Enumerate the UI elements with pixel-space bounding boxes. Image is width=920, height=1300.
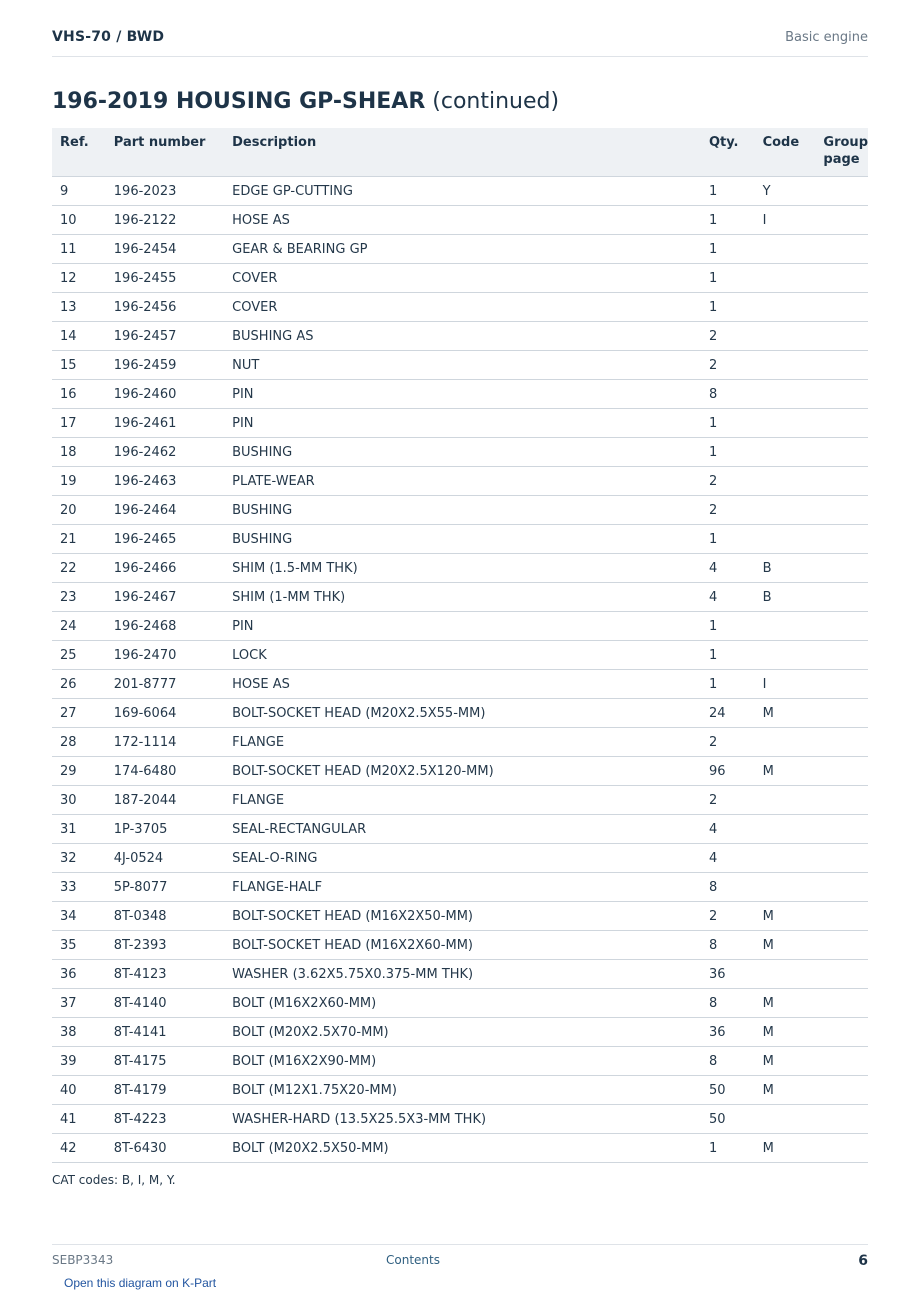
code-cell: Y	[755, 177, 816, 206]
group-page-cell	[815, 351, 868, 380]
part-number-cell: 8T-6430	[106, 1134, 224, 1163]
section-name: Basic engine	[785, 30, 868, 45]
table-row	[52, 206, 868, 235]
group-page-cell	[815, 1018, 868, 1047]
part-number-cell: 196-2122	[106, 206, 224, 235]
group-page-cell	[815, 525, 868, 554]
group-page-cell	[815, 873, 868, 902]
ref-cell: 10	[52, 206, 106, 235]
code-cell	[755, 264, 816, 293]
code-cell: M	[755, 699, 816, 728]
table-row	[52, 467, 868, 496]
qty-cell: 8	[701, 873, 755, 902]
part-number-cell: 174-6480	[106, 757, 224, 786]
table-row	[52, 815, 868, 844]
table-row	[52, 496, 868, 525]
qty-cell: 8	[701, 1047, 755, 1076]
group-page-cell	[815, 786, 868, 815]
code-cell: I	[755, 670, 816, 699]
qty-cell: 96	[701, 757, 755, 786]
part-number-cell: 196-2461	[106, 409, 224, 438]
part-number-cell: 169-6064	[106, 699, 224, 728]
group-page-cell	[815, 206, 868, 235]
description-cell: HOSE AS	[224, 670, 701, 699]
qty-cell: 2	[701, 351, 755, 380]
table-row	[52, 728, 868, 757]
ref-cell: 17	[52, 409, 106, 438]
ref-cell: 14	[52, 322, 106, 351]
description-cell: BOLT-SOCKET HEAD (M16X2X50-MM)	[224, 902, 701, 931]
group-page-cell	[815, 1134, 868, 1163]
description-cell: SEAL-RECTANGULAR	[224, 815, 701, 844]
code-cell: B	[755, 554, 816, 583]
ref-cell: 41	[52, 1105, 106, 1134]
column-header-group-page: Group page	[815, 128, 868, 177]
qty-cell: 2	[701, 496, 755, 525]
qty-cell: 50	[701, 1076, 755, 1105]
code-cell	[755, 409, 816, 438]
qty-cell: 2	[701, 902, 755, 931]
ref-cell: 36	[52, 960, 106, 989]
description-cell: PIN	[224, 409, 701, 438]
ref-cell: 29	[52, 757, 106, 786]
table-row	[52, 699, 868, 728]
part-number-cell: 196-2459	[106, 351, 224, 380]
qty-cell: 1	[701, 409, 755, 438]
code-cell	[755, 293, 816, 322]
description-cell: SHIM (1-MM THK)	[224, 583, 701, 612]
part-number-cell: 8T-4123	[106, 960, 224, 989]
ref-cell: 42	[52, 1134, 106, 1163]
part-number-cell: 1P-3705	[106, 815, 224, 844]
description-cell: BOLT (M16X2X90-MM)	[224, 1047, 701, 1076]
part-number-cell: 196-2470	[106, 641, 224, 670]
group-page-cell	[815, 1047, 868, 1076]
table-row	[52, 786, 868, 815]
qty-cell: 1	[701, 206, 755, 235]
code-cell: M	[755, 902, 816, 931]
ref-cell: 18	[52, 438, 106, 467]
group-page-cell	[815, 409, 868, 438]
table-row	[52, 322, 868, 351]
ref-cell: 27	[52, 699, 106, 728]
code-cell	[755, 235, 816, 264]
table-row	[52, 1076, 868, 1105]
part-number-cell: 196-2466	[106, 554, 224, 583]
part-number-cell: 8T-4140	[106, 989, 224, 1018]
table-row	[52, 351, 868, 380]
table-row	[52, 1047, 868, 1076]
description-cell: BOLT (M20X2.5X50-MM)	[224, 1134, 701, 1163]
code-cell	[755, 1105, 816, 1134]
page-header	[52, 24, 868, 57]
qty-cell: 36	[701, 1018, 755, 1047]
code-cell	[755, 844, 816, 873]
group-page-cell	[815, 960, 868, 989]
group-page-cell	[815, 380, 868, 409]
ref-cell: 11	[52, 235, 106, 264]
ref-cell: 25	[52, 641, 106, 670]
part-number-cell: 8T-4223	[106, 1105, 224, 1134]
group-page-cell	[815, 496, 868, 525]
ref-cell: 31	[52, 815, 106, 844]
table-row	[52, 670, 868, 699]
qty-cell: 1	[701, 612, 755, 641]
ref-cell: 30	[52, 786, 106, 815]
description-cell: BOLT (M12X1.75X20-MM)	[224, 1076, 701, 1105]
column-header-qty: Qty.	[701, 128, 755, 177]
column-header-description: Description	[224, 128, 701, 177]
group-page-cell	[815, 757, 868, 786]
table-row	[52, 1105, 868, 1134]
part-number-cell: 196-2456	[106, 293, 224, 322]
part-number-cell: 8T-4141	[106, 1018, 224, 1047]
code-cell: M	[755, 989, 816, 1018]
page-number: 6	[858, 1253, 868, 1269]
table-row	[52, 409, 868, 438]
ref-cell: 26	[52, 670, 106, 699]
part-number-cell: 196-2463	[106, 467, 224, 496]
group-page-cell	[815, 264, 868, 293]
qty-cell: 1	[701, 293, 755, 322]
part-number-cell: 196-2455	[106, 264, 224, 293]
qty-cell: 8	[701, 989, 755, 1018]
ref-cell: 40	[52, 1076, 106, 1105]
ref-cell: 37	[52, 989, 106, 1018]
qty-cell: 1	[701, 525, 755, 554]
part-number-cell: 196-2454	[106, 235, 224, 264]
description-cell: BUSHING	[224, 525, 701, 554]
code-cell: M	[755, 1018, 816, 1047]
table-row	[52, 554, 868, 583]
ref-cell: 35	[52, 931, 106, 960]
code-cell	[755, 351, 816, 380]
group-page-cell	[815, 177, 868, 206]
qty-cell: 8	[701, 931, 755, 960]
code-cell: M	[755, 757, 816, 786]
group-page-cell	[815, 815, 868, 844]
qty-cell: 1	[701, 235, 755, 264]
part-number-cell: 5P-8077	[106, 873, 224, 902]
group-page-cell	[815, 467, 868, 496]
group-page-cell	[815, 989, 868, 1018]
description-cell: FLANGE	[224, 728, 701, 757]
description-cell: PLATE-WEAR	[224, 467, 701, 496]
qty-cell: 50	[701, 1105, 755, 1134]
table-row	[52, 960, 868, 989]
ref-cell: 21	[52, 525, 106, 554]
part-number-cell: 8T-4175	[106, 1047, 224, 1076]
qty-cell: 36	[701, 960, 755, 989]
code-cell	[755, 525, 816, 554]
table-row	[52, 931, 868, 960]
part-number-cell: 196-2467	[106, 583, 224, 612]
group-page-cell	[815, 554, 868, 583]
ref-cell: 33	[52, 873, 106, 902]
table-row	[52, 902, 868, 931]
qty-cell: 24	[701, 699, 755, 728]
description-cell: BOLT-SOCKET HEAD (M20X2.5X120-MM)	[224, 757, 701, 786]
contents-link[interactable]: Contents	[386, 1253, 440, 1267]
code-cell	[755, 467, 816, 496]
group-page-cell	[815, 293, 868, 322]
group-page-cell	[815, 844, 868, 873]
qty-cell: 1	[701, 1134, 755, 1163]
qty-cell: 1	[701, 264, 755, 293]
group-page-cell	[815, 1105, 868, 1134]
code-cell	[755, 380, 816, 409]
qty-cell: 4	[701, 815, 755, 844]
code-cell: M	[755, 1047, 816, 1076]
ref-cell: 38	[52, 1018, 106, 1047]
part-number-cell: 8T-0348	[106, 902, 224, 931]
part-number-cell: 196-2465	[106, 525, 224, 554]
qty-cell: 1	[701, 438, 755, 467]
description-cell: PIN	[224, 612, 701, 641]
parts-table-body	[52, 177, 868, 1163]
page-title-suffix: (continued)	[432, 89, 560, 114]
code-cell	[755, 786, 816, 815]
ref-cell: 15	[52, 351, 106, 380]
group-page-cell	[815, 670, 868, 699]
part-number-cell: 196-2462	[106, 438, 224, 467]
page-footer	[52, 1244, 868, 1275]
table-row	[52, 293, 868, 322]
code-cell	[755, 873, 816, 902]
part-number-cell: 196-2460	[106, 380, 224, 409]
part-number-cell: 196-2023	[106, 177, 224, 206]
parts-table	[52, 128, 868, 1163]
description-cell: BOLT (M20X2.5X70-MM)	[224, 1018, 701, 1047]
part-number-cell: 4J-0524	[106, 844, 224, 873]
description-cell: WASHER-HARD (13.5X25.5X3-MM THK)	[224, 1105, 701, 1134]
code-cell: M	[755, 1076, 816, 1105]
description-cell: BUSHING	[224, 496, 701, 525]
group-page-cell	[815, 583, 868, 612]
qty-cell: 2	[701, 786, 755, 815]
code-cell	[755, 496, 816, 525]
table-header-row	[52, 128, 868, 177]
ref-cell: 13	[52, 293, 106, 322]
group-page-cell	[815, 641, 868, 670]
group-page-cell	[815, 322, 868, 351]
code-cell: M	[755, 931, 816, 960]
description-cell: HOSE AS	[224, 206, 701, 235]
code-cell	[755, 960, 816, 989]
code-cell	[755, 728, 816, 757]
table-row	[52, 1134, 868, 1163]
page-title-main: 196-2019 HOUSING GP-SHEAR	[52, 89, 426, 114]
column-header-part-number: Part number	[106, 128, 224, 177]
ref-cell: 32	[52, 844, 106, 873]
qty-cell: 1	[701, 177, 755, 206]
code-cell: B	[755, 583, 816, 612]
description-cell: PIN	[224, 380, 701, 409]
part-number-cell: 172-1114	[106, 728, 224, 757]
table-row	[52, 641, 868, 670]
ref-cell: 28	[52, 728, 106, 757]
part-number-cell: 196-2464	[106, 496, 224, 525]
ref-cell: 24	[52, 612, 106, 641]
column-header-ref: Ref.	[52, 128, 106, 177]
kpart-diagram-link[interactable]: Open this diagram on K-Part	[64, 1276, 217, 1290]
group-page-cell	[815, 438, 868, 467]
part-number-cell: 196-2457	[106, 322, 224, 351]
group-page-cell	[815, 699, 868, 728]
group-page-cell	[815, 728, 868, 757]
description-cell: NUT	[224, 351, 701, 380]
description-cell: SEAL-O-RING	[224, 844, 701, 873]
description-cell: FLANGE-HALF	[224, 873, 701, 902]
code-cell	[755, 438, 816, 467]
table-row	[52, 264, 868, 293]
description-cell: SHIM (1.5-MM THK)	[224, 554, 701, 583]
ref-cell: 9	[52, 177, 106, 206]
page-title	[52, 89, 559, 114]
table-row	[52, 235, 868, 264]
qty-cell: 2	[701, 322, 755, 351]
description-cell: BOLT (M16X2X60-MM)	[224, 989, 701, 1018]
table-row	[52, 525, 868, 554]
document-id: SEBP3343	[52, 1253, 114, 1267]
description-cell: COVER	[224, 264, 701, 293]
code-cell	[755, 612, 816, 641]
description-cell: BOLT-SOCKET HEAD (M20X2.5X55-MM)	[224, 699, 701, 728]
cat-codes-note: CAT codes: B, I, M, Y.	[52, 1173, 176, 1187]
table-row	[52, 989, 868, 1018]
code-cell	[755, 641, 816, 670]
part-number-cell: 8T-4179	[106, 1076, 224, 1105]
description-cell: WASHER (3.62X5.75X0.375-MM THK)	[224, 960, 701, 989]
description-cell: BUSHING	[224, 438, 701, 467]
group-page-cell	[815, 1076, 868, 1105]
table-row	[52, 380, 868, 409]
description-cell: EDGE GP-CUTTING	[224, 177, 701, 206]
qty-cell: 1	[701, 641, 755, 670]
table-row	[52, 844, 868, 873]
ref-cell: 19	[52, 467, 106, 496]
code-cell	[755, 815, 816, 844]
part-number-cell: 201-8777	[106, 670, 224, 699]
table-row	[52, 757, 868, 786]
description-cell: BOLT-SOCKET HEAD (M16X2X60-MM)	[224, 931, 701, 960]
description-cell: FLANGE	[224, 786, 701, 815]
table-row	[52, 873, 868, 902]
code-cell: M	[755, 1134, 816, 1163]
part-number-cell: 196-2468	[106, 612, 224, 641]
group-page-cell	[815, 902, 868, 931]
part-number-cell: 8T-2393	[106, 931, 224, 960]
model-breadcrumb: VHS-70 / BWD	[52, 29, 165, 45]
description-cell: BUSHING AS	[224, 322, 701, 351]
qty-cell: 2	[701, 467, 755, 496]
column-header-code: Code	[755, 128, 816, 177]
qty-cell: 2	[701, 728, 755, 757]
ref-cell: 12	[52, 264, 106, 293]
group-page-cell	[815, 235, 868, 264]
qty-cell: 1	[701, 670, 755, 699]
code-cell	[755, 322, 816, 351]
description-cell: COVER	[224, 293, 701, 322]
description-cell: LOCK	[224, 641, 701, 670]
table-row	[52, 1018, 868, 1047]
table-row	[52, 177, 868, 206]
part-number-cell: 187-2044	[106, 786, 224, 815]
qty-cell: 4	[701, 583, 755, 612]
table-row	[52, 612, 868, 641]
qty-cell: 8	[701, 380, 755, 409]
qty-cell: 4	[701, 844, 755, 873]
group-page-cell	[815, 612, 868, 641]
ref-cell: 20	[52, 496, 106, 525]
table-row	[52, 583, 868, 612]
table-row	[52, 438, 868, 467]
ref-cell: 39	[52, 1047, 106, 1076]
ref-cell: 16	[52, 380, 106, 409]
group-page-cell	[815, 931, 868, 960]
qty-cell: 4	[701, 554, 755, 583]
ref-cell: 34	[52, 902, 106, 931]
code-cell: I	[755, 206, 816, 235]
ref-cell: 22	[52, 554, 106, 583]
ref-cell: 23	[52, 583, 106, 612]
description-cell: GEAR & BEARING GP	[224, 235, 701, 264]
